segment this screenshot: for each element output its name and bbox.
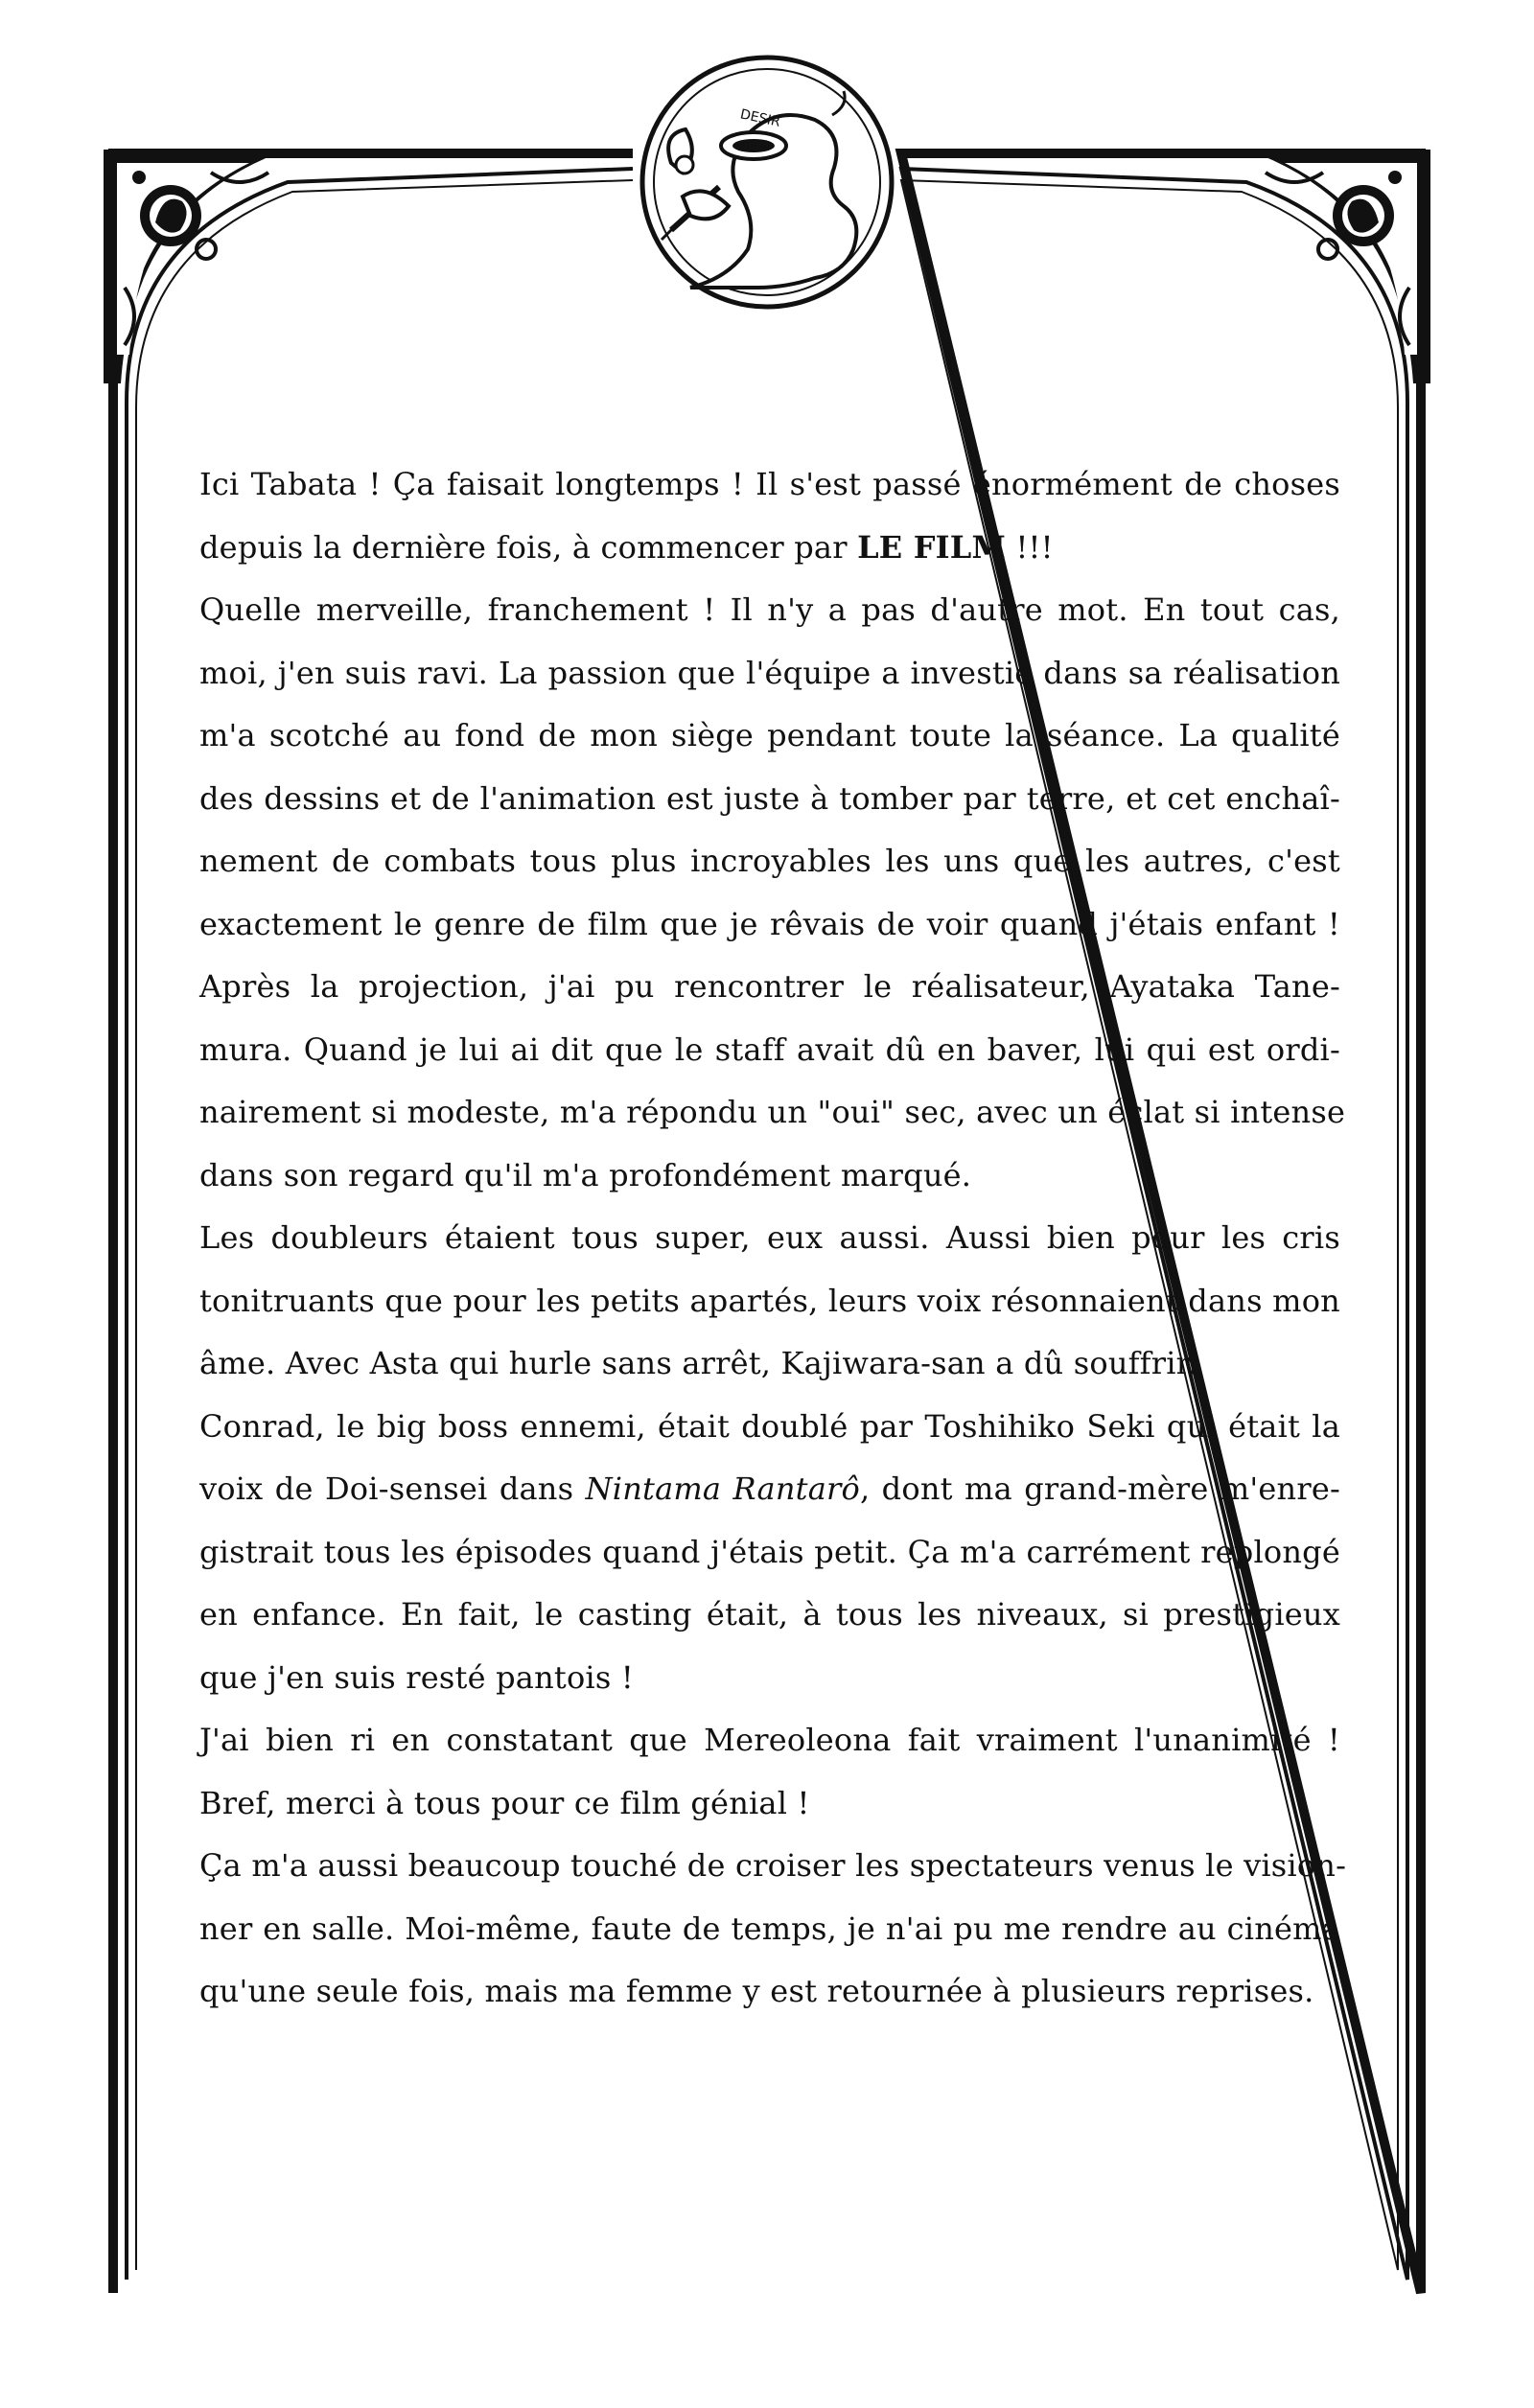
text-line-content: J'ai bien ri en constatant que Mereoleona fait vraiment l'unanimité !	[199, 1722, 1340, 1758]
text-line-content: gistrait tous les épisodes quand j'étais petit. Ça m'a carrément replongé	[199, 1533, 1340, 1570]
text-line	[199, 1647, 1340, 1710]
text-line	[199, 1332, 1340, 1396]
text-line-content: nement de combats tous plus incroyables les uns que les autres, c'est	[199, 843, 1340, 879]
text-line	[199, 1207, 1340, 1270]
text-line	[199, 579, 1340, 642]
text-line	[199, 1081, 1346, 1145]
text-line	[199, 1396, 1340, 1459]
text-line-content: mura. Quand je lui ai dit que le staff avait dû en baver, lui qui est ordi-	[199, 1030, 1340, 1068]
text-line-post: , dont ma grand-mère m'enre-	[859, 1470, 1340, 1507]
text-line	[199, 893, 1340, 957]
text-line	[199, 517, 1340, 580]
text-line	[199, 453, 1340, 517]
text-line	[199, 956, 1340, 1019]
text-line-content: Ça m'a aussi beaucoup touché de croiser les spectateurs venus le vision-	[199, 1847, 1347, 1884]
emphasis-bold: LE FILM	[857, 528, 1007, 566]
letter-body	[199, 453, 1347, 2024]
text-line-content: dans son regard qu'il m'a profondément marqué.	[199, 1156, 972, 1193]
text-line-content: Conrad, le big boss ennemi, était doublé par Toshihiko Seki qui était la	[199, 1407, 1340, 1445]
text-line-content: m'a scotché au fond de mon siège pendant toute la séance. La qualité	[199, 717, 1340, 753]
text-line	[199, 1019, 1340, 1082]
text-line-post: !!!	[1006, 528, 1054, 566]
text-line-content: que j'en suis resté pantois !	[199, 1658, 634, 1696]
text-line	[199, 1709, 1340, 1772]
text-line-content: nairement si modeste, m'a répondu un "oui" sec, avec un éclat si intense	[199, 1094, 1346, 1130]
text-line	[199, 1898, 1340, 1961]
text-line-content: exactement le genre de film que je rêvais de voir quand j'étais enfant !	[199, 905, 1340, 942]
text-line-content: moi, j'en suis ravi. La passion que l'équipe a investie dans sa réalisation	[199, 654, 1340, 691]
text-line	[199, 1145, 1340, 1208]
text-line-content: Bref, merci à tous pour ce film génial !	[199, 1784, 810, 1821]
text-line-content: en enfance. En fait, le casting était, à tous les niveaux, si prestigieux	[199, 1596, 1340, 1632]
text-line-content: Après la projection, j'ai pu rencontrer le réalisateur, Ayataka Tane-	[199, 968, 1340, 1005]
text-line	[199, 1521, 1340, 1585]
text-line-content: qu'une seule fois, mais ma femme y est retournée à plusieurs reprises.	[199, 1973, 1314, 2009]
text-line	[199, 1584, 1340, 1647]
text-line	[199, 642, 1340, 706]
text-line-content: Quelle merveille, franchement ! Il n'y a pas d'autre mot. En tout cas,	[199, 591, 1340, 628]
emblem-medallion	[642, 58, 892, 307]
emphasis-italic: Nintama Rantarô	[585, 1470, 860, 1507]
emblem-label: DESIR	[738, 106, 782, 130]
text-line-content: âme. Avec Asta qui hurle sans arrêt, Kajiwara-san a dû souffrir.	[199, 1345, 1198, 1381]
text-line	[199, 1960, 1340, 2024]
text-line	[199, 1835, 1347, 1898]
text-line-content: Ici Tabata ! Ça faisait longtemps ! Il s'est passé énormément de choses	[199, 466, 1340, 502]
text-line	[199, 1772, 1340, 1836]
text-line	[199, 768, 1340, 831]
text-line-content: ner en salle. Moi-même, faute de temps, je n'ai pu me rendre au cinéma	[199, 1910, 1340, 1947]
text-line	[199, 1270, 1340, 1333]
text-line-content: Les doubleurs étaient tous super, eux aussi. Aussi bien pour les cris	[199, 1219, 1340, 1256]
text-line	[199, 1458, 1340, 1521]
text-line-content: tonitruants que pour les petits apartés, leurs voix résonnaient dans mon	[199, 1282, 1340, 1319]
text-line	[199, 830, 1340, 893]
text-line-content: des dessins et de l'animation est juste à tomber par terre, et cet enchaî-	[199, 779, 1340, 817]
text-line-pre: voix de Doi-sensei dans	[199, 1470, 586, 1507]
text-line-pre: depuis la dernière fois, à commencer par	[199, 528, 858, 566]
text-line	[199, 705, 1340, 768]
